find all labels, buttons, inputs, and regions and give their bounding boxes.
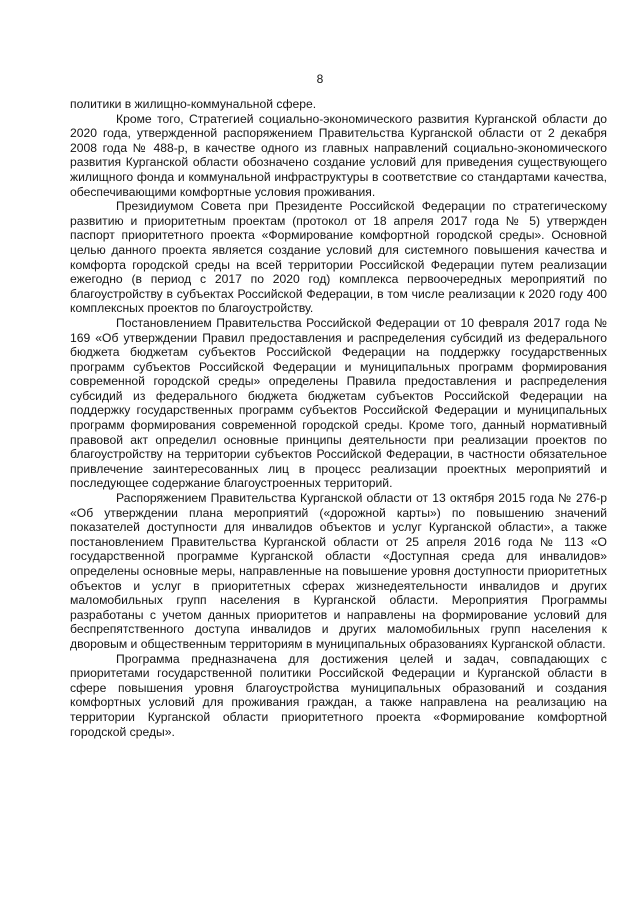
paragraph-government-resolution: Постановлением Правительства Российской Федерации от 10 февраля 2017 года № 169 «Об утверждении Правил предоставления и распределения субсидий из федерального бюджета бюджетам субъектов Российской Федерации на поддержку государственных программ субъектов Российской Федерации и муниципальных программ формирования современной городской среды» определены Правила предоставления и распределения субсидий из федерального бюджета бюджетам субъектов Российской Федерации на поддержку государственных программ субъектов Российской Федерации и муниципальных программ формирования современной городской среды. Кроме того, данный нормативный правовой акт определил основные принципы деятельности при реализации проектов по благоустройству на территории субъектов Российской Федерации, в частности обязательное привлечение заинтересованных лиц в процесс реализации проектных мероприятий и последующее содержание благоустроенных территорий. (70, 315, 607, 491)
page-number: 8 (316, 72, 324, 86)
paragraph-program-purpose: Программа предназначена для достижения целей и задач, совпадающих с приоритетами государственной политики Российской Федерации и Курганской области в сфере повышения уровня благоустройства муниципальных образований и создания комфортных условий для проживания граждан, а также направлена на реализацию на территории Курганской области приоритетного проекта «Формирование комфортной городской среды». (70, 651, 607, 739)
paragraph-presidium: Президиумом Совета при Президенте Российской Федерации по стратегическому развитию и приоритетным проектам (протокол от 18 апреля 2017 года № 5) утвержден паспорт приоритетного проекта «Формирование комфортной городской среды». Основной целью данного проекта является создание условий для системного повышения качества и комфорта городской среды на всей территории Российской Федерации путем реализации ежегодно (в период с 2017 по 2020 год) комплекса первоочередных мероприятий по благоустройству в субъектах Российской Федерации, в том числе реализации к 2020 году 400 комплексных проектов по благоустройству. (70, 199, 607, 316)
paragraph-continuation: политики в жилищно-коммунальной сфере. (70, 97, 317, 111)
paragraph-regional-order: Распоряжением Правительства Курганской области от 13 октября 2015 года № 276-р «Об утверждении плана мероприятий («дорожной карты») по повышению значений показателей доступности для инвалидов объектов и услуг Курганской области», а также постановлением Правительства Курганской области от 25 апреля 2016 года № 113 «О государственной программе Курганской области «Доступная среда для инвалидов» определены основные меры, направленные на повышение уровня доступности приоритетных объектов и услуг в приоритетных сферах жизнедеятельности инвалидов и других маломобильных групп населения в Курганской области. Мероприятия Программы разработаны с учетом данных приоритетов и направлены на формирование условий для беспрепятственного доступа инвалидов и других маломобильных групп населения к дворовым и общественным территориям в муниципальных образованиях Курганской области. (70, 491, 607, 651)
paragraph-strategy: Кроме того, Стратегией социально-экономического развития Курганской области до 2020 года, утвержденной распоряжением Правительства Курганской области от 2 декабря 2008 года № 488-р, в качестве одного из главных направлений социально-экономического развития Курганской области обозначено создание условий для приведения существующего жилищного фонда и коммунальной инфраструктуры в соответствие со стандартами качества, обеспечивающими комфортные условия проживания. (70, 111, 607, 199)
document-body (70, 97, 607, 739)
